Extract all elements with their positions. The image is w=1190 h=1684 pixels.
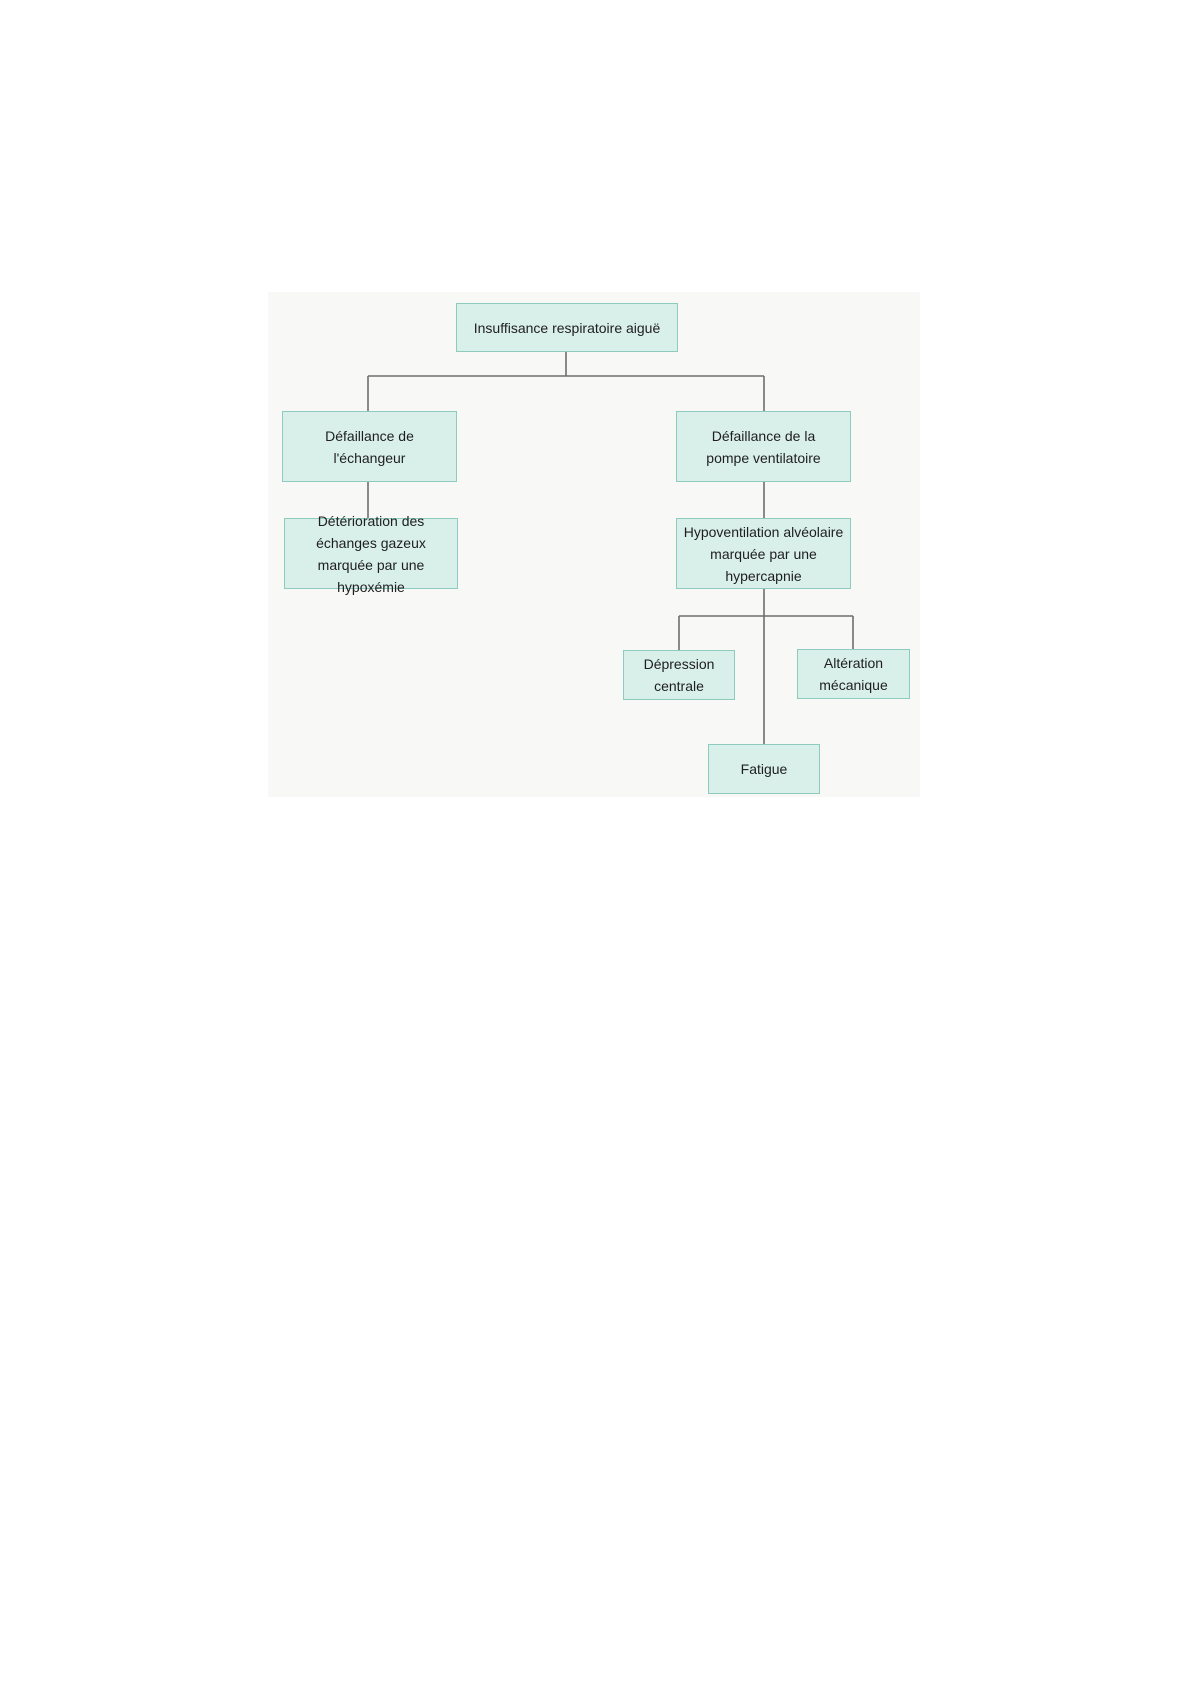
- node-pump-failure-label: Défaillance de la pompe ventilatoire: [706, 427, 821, 466]
- node-gas-exchange-deterioration-label: Détérioration des échanges gazeux marquée par une hypoxémie: [316, 512, 426, 595]
- node-fatigue-label: Fatigue: [740, 761, 788, 777]
- node-gas-exchange-deterioration: [284, 512, 458, 595]
- node-pump-failure: [676, 411, 851, 482]
- node-alveolar-hypoventilation: [676, 518, 851, 589]
- node-mechanical-alteration-label: Altération mécanique: [819, 655, 888, 693]
- node-root-label: Insuffisance respiratoire aiguë: [473, 319, 661, 336]
- node-fatigue: [708, 744, 820, 794]
- node-exchanger-failure-label: Défaillance de l'échangeur: [325, 427, 414, 466]
- node-root: [456, 303, 678, 352]
- flowchart: [268, 292, 920, 797]
- node-central-depression: [623, 650, 735, 700]
- node-central-depression-label: Dépression centrale: [643, 656, 715, 694]
- node-exchanger-failure: [282, 411, 457, 482]
- node-alveolar-hypoventilation-label: Hypoventilation alvéolaire marquée par une hypercapnie: [683, 523, 844, 584]
- node-mechanical-alteration: [797, 649, 910, 699]
